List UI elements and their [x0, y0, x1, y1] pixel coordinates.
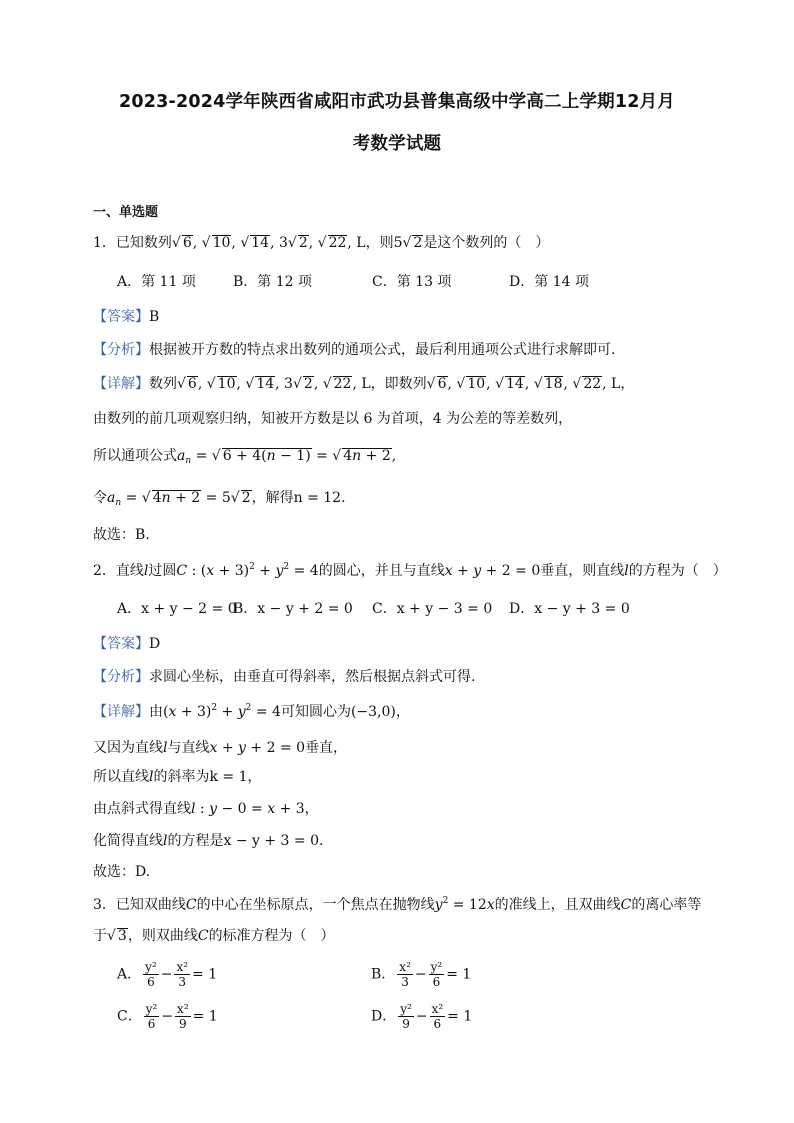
- q2-detail-math: (−3,0): [350, 704, 396, 720]
- q2-conclusion: 故选：D.: [93, 864, 151, 880]
- q3-stem-text: 于: [93, 928, 107, 944]
- option-label: A．: [117, 966, 142, 983]
- frac-den: 6: [433, 1017, 442, 1031]
- q3-option-d: D． $\frac{\text{y²}}{9}$ − $\frac{\text{x²}}{6}$ = 1: [371, 1002, 473, 1031]
- q3-stem-text: 的准线上，且双曲线: [494, 897, 621, 913]
- section-heading: 一、单选题: [93, 205, 159, 220]
- q3-option-b: B． $\frac{\text{x²}}{3}$ − $\frac{\text{y²}}{6}$ = 1: [371, 960, 472, 989]
- q1-stem-prefix: 1．已知数列: [93, 235, 172, 251]
- q2-stem: 2．直线l过圆C : $(x + 3)^2 + y^2 = 4$的圆心，并且与直线x + y + 2 = 0垂直，则直线l的方程为（ ）: [93, 562, 727, 579]
- q3-stem-text: ，则双曲线: [127, 928, 198, 944]
- q2-stem-text: 过圆: [148, 563, 177, 579]
- q1-detail-line3: 所以通项公式$a_n$ = √ 6 + 4(n − 1) = √ 4n + 2,: [93, 448, 397, 466]
- frac-num: x²: [399, 960, 411, 974]
- q2-detail-line4: 由点斜式得直线l : y − 0 = x + 3，: [93, 801, 319, 817]
- q2-detail-text: 与直线: [167, 740, 210, 756]
- frac-num: y²: [430, 960, 443, 974]
- q1-detail-text: 数列: [149, 376, 177, 392]
- detail-tag: 【详解】: [93, 376, 149, 392]
- analysis-tag: 【分析】: [93, 342, 149, 358]
- frac-den: 9: [402, 1017, 410, 1031]
- answer-tag: 【答案】: [93, 309, 149, 325]
- q2-stem-text: 垂直，则直线: [540, 563, 625, 579]
- q3-stem-text: 的标准方程为（ ）: [208, 928, 335, 944]
- frac-num: y²: [145, 960, 157, 974]
- q1-conclusion: 故选：B.: [93, 527, 150, 543]
- frac-den: 6: [432, 975, 441, 989]
- frac-num: x²: [431, 1002, 444, 1016]
- frac-den: 9: [179, 1017, 187, 1031]
- q2-analysis-text: 求圆心坐标，由垂直可得斜率，然后根据点斜式可得.: [149, 669, 476, 685]
- q2-detail-text: 又因为直线: [93, 740, 163, 756]
- q2-detail-text: 的方程是: [167, 833, 224, 849]
- q2-detail-line3: 所以直线l的斜率为k = 1，: [93, 769, 262, 785]
- q1-option-a: A．第 11 项: [117, 274, 196, 290]
- q2-detail-text: 垂直，: [305, 740, 348, 756]
- q2-detail-line2: 又因为直线l与直线x + y + 2 = 0垂直，: [93, 740, 348, 756]
- option-rhs: = 1: [447, 1008, 473, 1025]
- q3-option-a: A． $\frac{\text{y²}}{6}$ − $\frac{\text{x²}}{3}$ = 1: [117, 960, 218, 989]
- doc-title-line2: 考数学试题: [352, 134, 442, 154]
- q3-stem-text: 3．已知双曲线: [93, 897, 186, 913]
- q1-answer-value: B: [149, 309, 160, 325]
- q3-option-c: C． $\frac{\text{y²}}{6}$ − $\frac{\text{x²}}{9}$ = 1: [117, 1002, 218, 1031]
- option-rhs: = 1: [446, 966, 472, 983]
- q1-detail-math: n = 12.: [293, 490, 346, 506]
- q2-stem-text: 的圆心，并且与直线: [318, 563, 445, 579]
- q2-detail-text: 化简得直线: [93, 833, 163, 849]
- q1-analysis: [93, 340, 615, 360]
- option-label: D．: [371, 1008, 397, 1025]
- option-rhs: = 1: [192, 1008, 218, 1025]
- q2-stem-text: 2．直线: [93, 563, 144, 579]
- q1-detail-text: ，解得: [251, 490, 294, 506]
- q2-option-a: A．x + y − 2 = 0: [117, 601, 237, 617]
- q2-answer: [93, 634, 160, 654]
- q2-detail-line5: 化简得直线l的方程是x − y + 3 = 0.: [93, 833, 324, 849]
- option-label: C．: [117, 1008, 142, 1025]
- q1-detail-text: ，即数列: [370, 376, 427, 392]
- q1-answer: [93, 307, 159, 327]
- answer-tag: 【答案】: [93, 636, 149, 652]
- q3-stem-line2: 于√ 3，则双曲线C的标准方程为（ ）: [93, 928, 335, 944]
- doc-title-line1: 2023-2024学年陕西省咸阳市武功县普集高级中学高二上学期12月月: [118, 92, 676, 112]
- frac-num: x²: [177, 1002, 189, 1016]
- q1-detail-text: ，: [620, 376, 635, 392]
- q2-answer-value: D: [149, 636, 161, 652]
- frac-den: 6: [147, 1017, 156, 1031]
- q1-detail-text: 令: [93, 490, 107, 506]
- q1-detail-line1: 【详解】数列√ 6, √ 10, √ 14, 3√ 2, √ 22, L，即数列√ 6, √ 10, √ 14, √ 18, √ 22, L，: [93, 376, 635, 392]
- q2-option-b: B．x − y + 2 = 0: [233, 601, 353, 617]
- q1-option-c: C．第 13 项: [372, 274, 452, 290]
- frac-num: y²: [400, 1002, 412, 1016]
- q2-detail-text: 由: [149, 704, 163, 720]
- q1-detail-text: 所以通项公式: [93, 448, 177, 464]
- q1-stem-suffix: 是这个数列的（ ）: [423, 235, 550, 251]
- q1-stem: 1．已知数列√ 6, √ 10, √ 14, 3√ 2, √ 22, L，则5√ 2是这个数列的（ ）: [93, 235, 550, 251]
- q2-detail-line1: 【详解】由$(x + 3)^2 + y^2 = 4$可知圆心为(−3,0)，: [93, 703, 410, 720]
- q2-analysis: [93, 667, 475, 687]
- frac-num: x²: [176, 960, 189, 974]
- q2-detail-text: 可知圆心为: [280, 704, 351, 720]
- q1-detail-line2: 由数列的前几项观察归纳，知被开方数是以 6 为首项，4 为公差的等差数列，: [93, 411, 573, 427]
- q1-option-b: B．第 12 项: [233, 274, 313, 290]
- frac-num: y²: [145, 1002, 158, 1016]
- q2-option-d: D．x − y + 3 = 0: [509, 601, 630, 617]
- q2-detail-text: 的斜率为: [153, 769, 210, 785]
- q2-detail-math: k = 1: [209, 769, 248, 785]
- q1-detail-line4: 令$a_n$ = √ 4n + 2 = 5√ 2，解得n = 12.: [93, 490, 346, 508]
- q1-option-d: D．第 14 项: [509, 274, 589, 290]
- q1-stem-mid: ，则: [365, 235, 394, 251]
- analysis-tag: 【分析】: [93, 669, 149, 685]
- frac-den: 6: [147, 975, 155, 989]
- q2-stem-text: 的方程为（ ）: [628, 563, 727, 579]
- q3-stem-text: 的中心在坐标原点，一个焦点在抛物线: [196, 897, 435, 913]
- frac-den: 3: [401, 975, 409, 989]
- q2-detail-math: x − y + 3 = 0: [223, 833, 319, 849]
- detail-tag: 【详解】: [93, 704, 149, 720]
- q2-detail-text: 由点斜式得直线: [93, 801, 191, 817]
- q2-detail-text: 所以直线: [93, 769, 149, 785]
- option-label: B．: [371, 966, 396, 983]
- q2-option-c: C．x + y − 3 = 0: [372, 601, 493, 617]
- option-rhs: = 1: [192, 966, 218, 983]
- q3-stem-text: 的离心率等: [631, 897, 702, 913]
- frac-den: 3: [178, 975, 187, 989]
- q3-stem-line1: 3．已知双曲线C的中心在坐标原点，一个焦点在抛物线$y^2 = 12x$的准线上，且双曲线C的离心率等: [93, 896, 702, 913]
- q1-analysis-text: 根据被开方数的特点求出数列的通项公式，最后利用通项公式进行求解即可.: [149, 342, 616, 358]
